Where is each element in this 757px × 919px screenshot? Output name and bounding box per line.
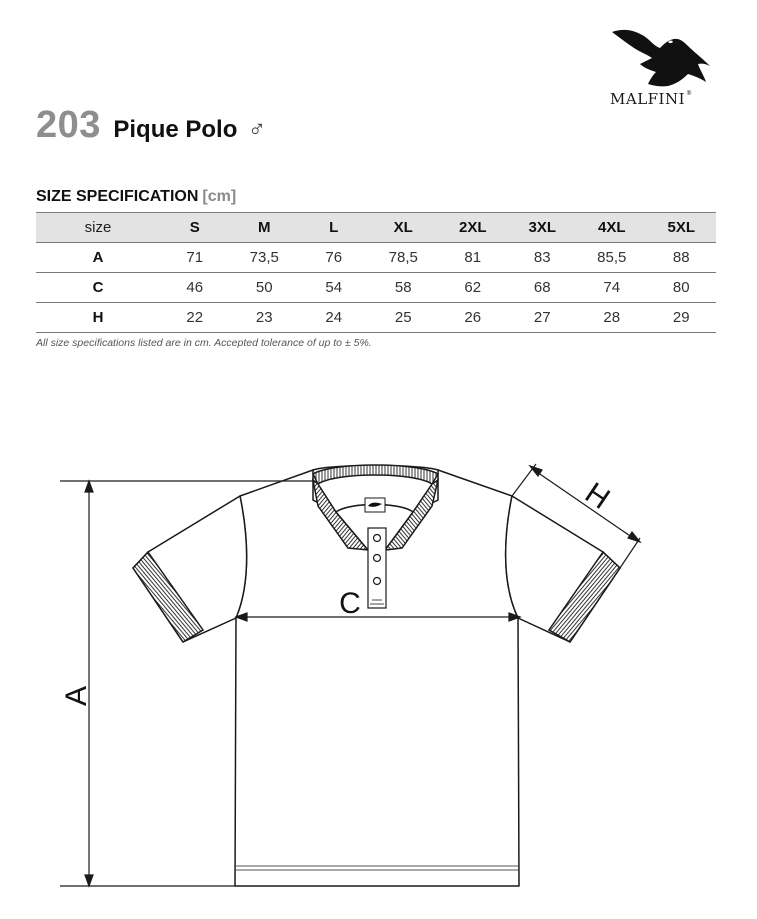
table-cell: 76 [299,243,369,273]
size-header: L [299,213,369,243]
model-name: Pique Polo [113,116,238,143]
brand-logo [604,26,724,112]
brand-name: MALFINI® [610,90,693,108]
table-cell: 62 [438,273,508,303]
table-cell: 28 [577,303,647,333]
table-cell: 25 [369,303,439,333]
dimension-c-label: C [339,587,361,620]
table-cell: 29 [647,303,717,333]
dimension-h-label: H [579,476,616,516]
table-row [36,243,716,273]
size-header: 5XL [647,213,717,243]
model-number: 203 [36,104,101,146]
table-cell: 83 [508,243,578,273]
button-icon [374,578,381,585]
table-cell: 24 [299,303,369,333]
table-cell: 27 [508,303,578,333]
table-cell: 85,5 [577,243,647,273]
size-table [36,212,716,333]
table-cell: 46 [160,273,230,303]
dimension-a-label: A [60,685,93,707]
row-label: C [36,273,160,303]
row-label: H [36,303,160,333]
table-cell: 26 [438,303,508,333]
table-header-row [36,213,716,243]
table-cell: 23 [230,303,300,333]
button-icon [374,555,381,562]
table-row [36,273,716,303]
table-cell: 78,5 [369,243,439,273]
table-cell: 80 [647,273,717,303]
table-cell: 71 [160,243,230,273]
size-header: 2XL [438,213,508,243]
table-cell: 68 [508,273,578,303]
polo-shirt-diagram [0,440,757,900]
page-title [36,104,266,152]
size-header-label: size [36,213,160,243]
male-symbol-icon: ♂ [247,116,266,143]
size-header: 4XL [577,213,647,243]
table-cell: 54 [299,273,369,303]
button-icon [374,535,381,542]
neck-label [365,498,385,512]
spec-title: SIZE SPECIFICATION [cm] [36,188,237,205]
table-cell: 58 [369,273,439,303]
table-row [36,303,716,333]
eagle-icon [610,26,714,88]
table-cell: 73,5 [230,243,300,273]
table-cell: 22 [160,303,230,333]
size-header: XL [369,213,439,243]
table-cell: 74 [577,273,647,303]
table-cell: 81 [438,243,508,273]
size-header: 3XL [508,213,578,243]
placket [368,528,386,608]
row-label: A [36,243,160,273]
spec-unit: [cm] [202,188,237,205]
table-cell: 88 [647,243,717,273]
tolerance-note: All size specifications listed are in cm. Accepted tolerance of up to ± 5%. [36,337,372,349]
size-header: S [160,213,230,243]
size-header: M [230,213,300,243]
table-cell: 50 [230,273,300,303]
